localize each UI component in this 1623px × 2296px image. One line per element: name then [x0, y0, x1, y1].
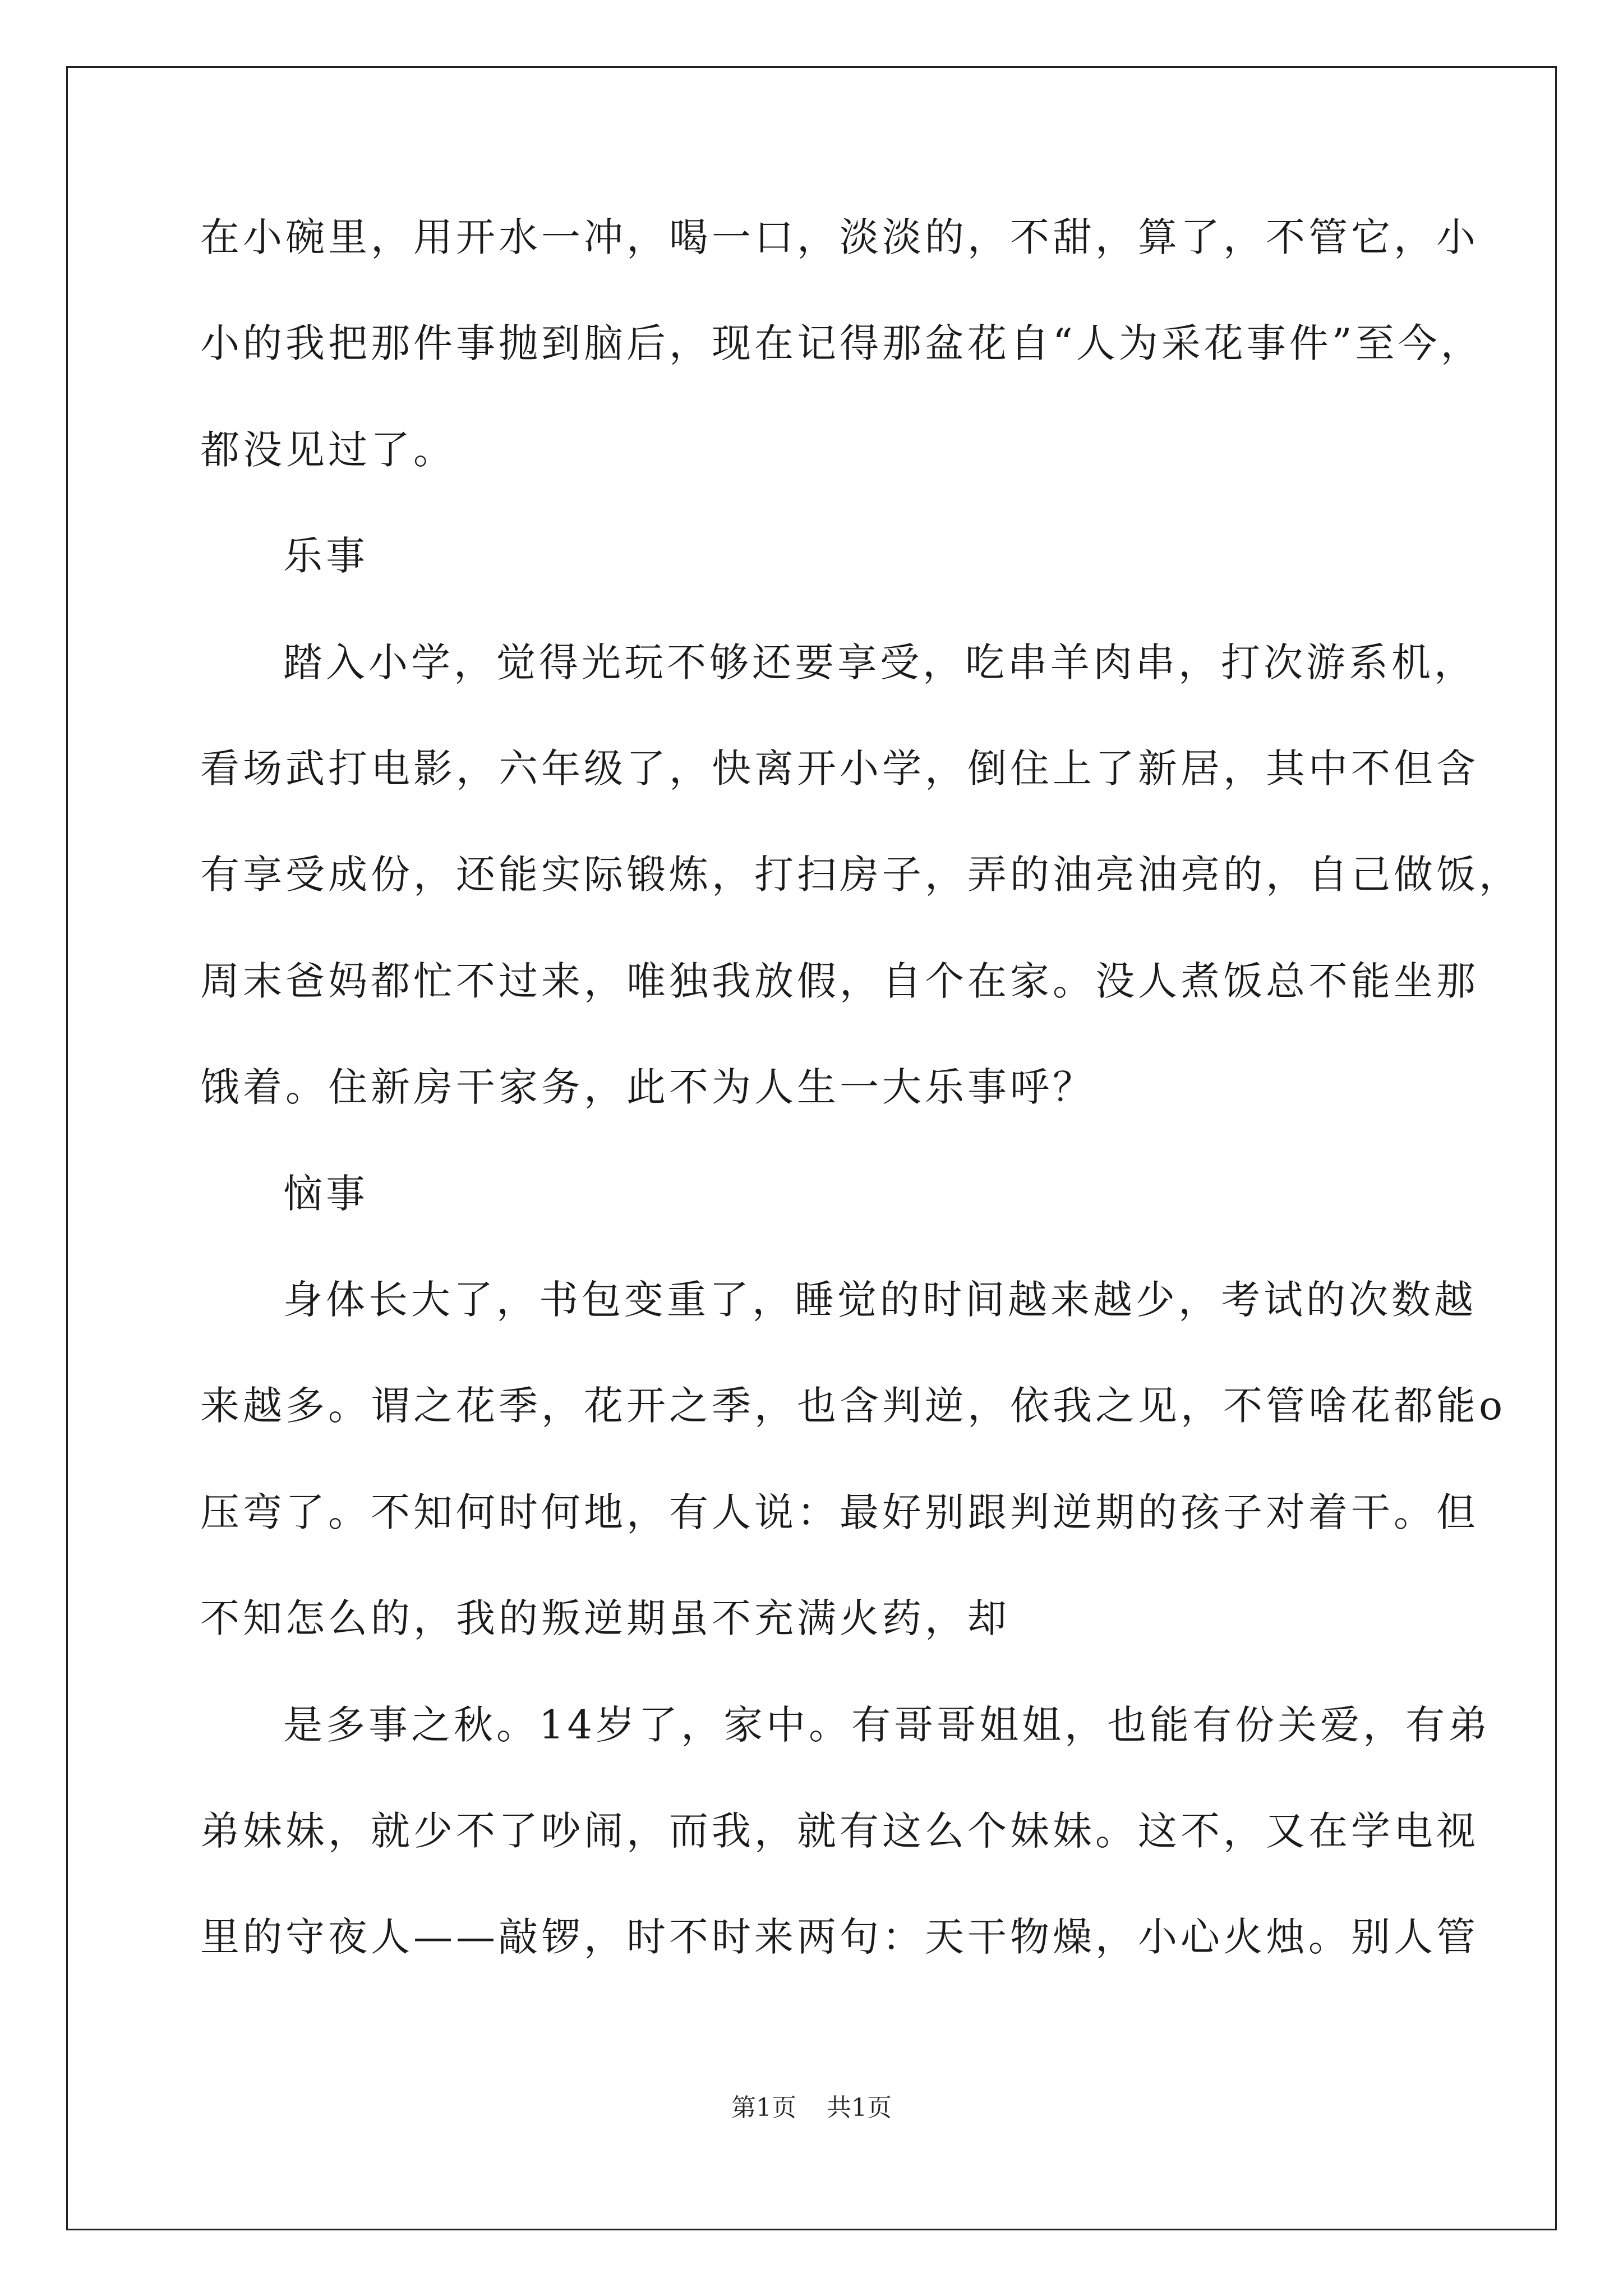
text-line: 看场武打电影，六年级了，快离开小学，倒住上了新居，其中不但含	[200, 746, 1479, 792]
text-line: 弟妹妹，就少不了吵闹，而我，就有这么个妹妹。这不，又在学电视	[200, 1808, 1479, 1854]
text-line: 里的守夜人——敲锣，时不时来两句：天干物燥，小心火烛。别人管	[200, 1914, 1479, 1961]
text-line: 周末爸妈都忙不过来，唯独我放假，自个在家。没人煮饭总不能坐那	[200, 958, 1479, 1004]
text-line: 有享受成份，还能实际锻炼，打扫房子，弄的油亮油亮的，自己做饭，	[200, 852, 1521, 898]
page-footer	[0, 2091, 1623, 2125]
text-line: 乐事	[283, 533, 368, 579]
text-line: 踏入小学，觉得光玩不够还要享受，吃串羊肉串，打次游系机，	[283, 639, 1477, 685]
text-line: 不知怎么的，我的叛逆期虽不充满火药，却	[200, 1595, 1010, 1642]
text-line: 是多事之秋。14岁了，家中。有哥哥姐姐，也能有份关爱，有弟	[283, 1701, 1491, 1748]
text-line: 压弯了。不知何时何地，有人说：最好别跟判逆期的孩子对着干。但	[200, 1489, 1479, 1535]
text-line: 在小碗里，用开水一冲，喝一口，淡淡的，不甜，算了，不管它，小	[200, 214, 1479, 260]
page-number: 第1页	[731, 2093, 796, 2122]
page-total: 共1页	[827, 2093, 892, 2122]
text-line: 饿着。住新房干家务，此不为人生一大乐事呼？	[200, 1064, 1095, 1111]
text-line: 小的我把那件事抛到脑后，现在记得那盆花自“人为采花事件”至今，	[200, 320, 1483, 367]
text-line: 来越多。谓之花季，花开之季，也含判逆，依我之见，不管啥花都能o	[200, 1383, 1506, 1429]
text-line: 都没见过了。	[200, 426, 456, 473]
text-line: 恼事	[283, 1170, 368, 1217]
text-line: 身体长大了，书包变重了，睡觉的时间越来越少，考试的次数越	[283, 1277, 1477, 1323]
page-border	[66, 66, 1557, 2230]
